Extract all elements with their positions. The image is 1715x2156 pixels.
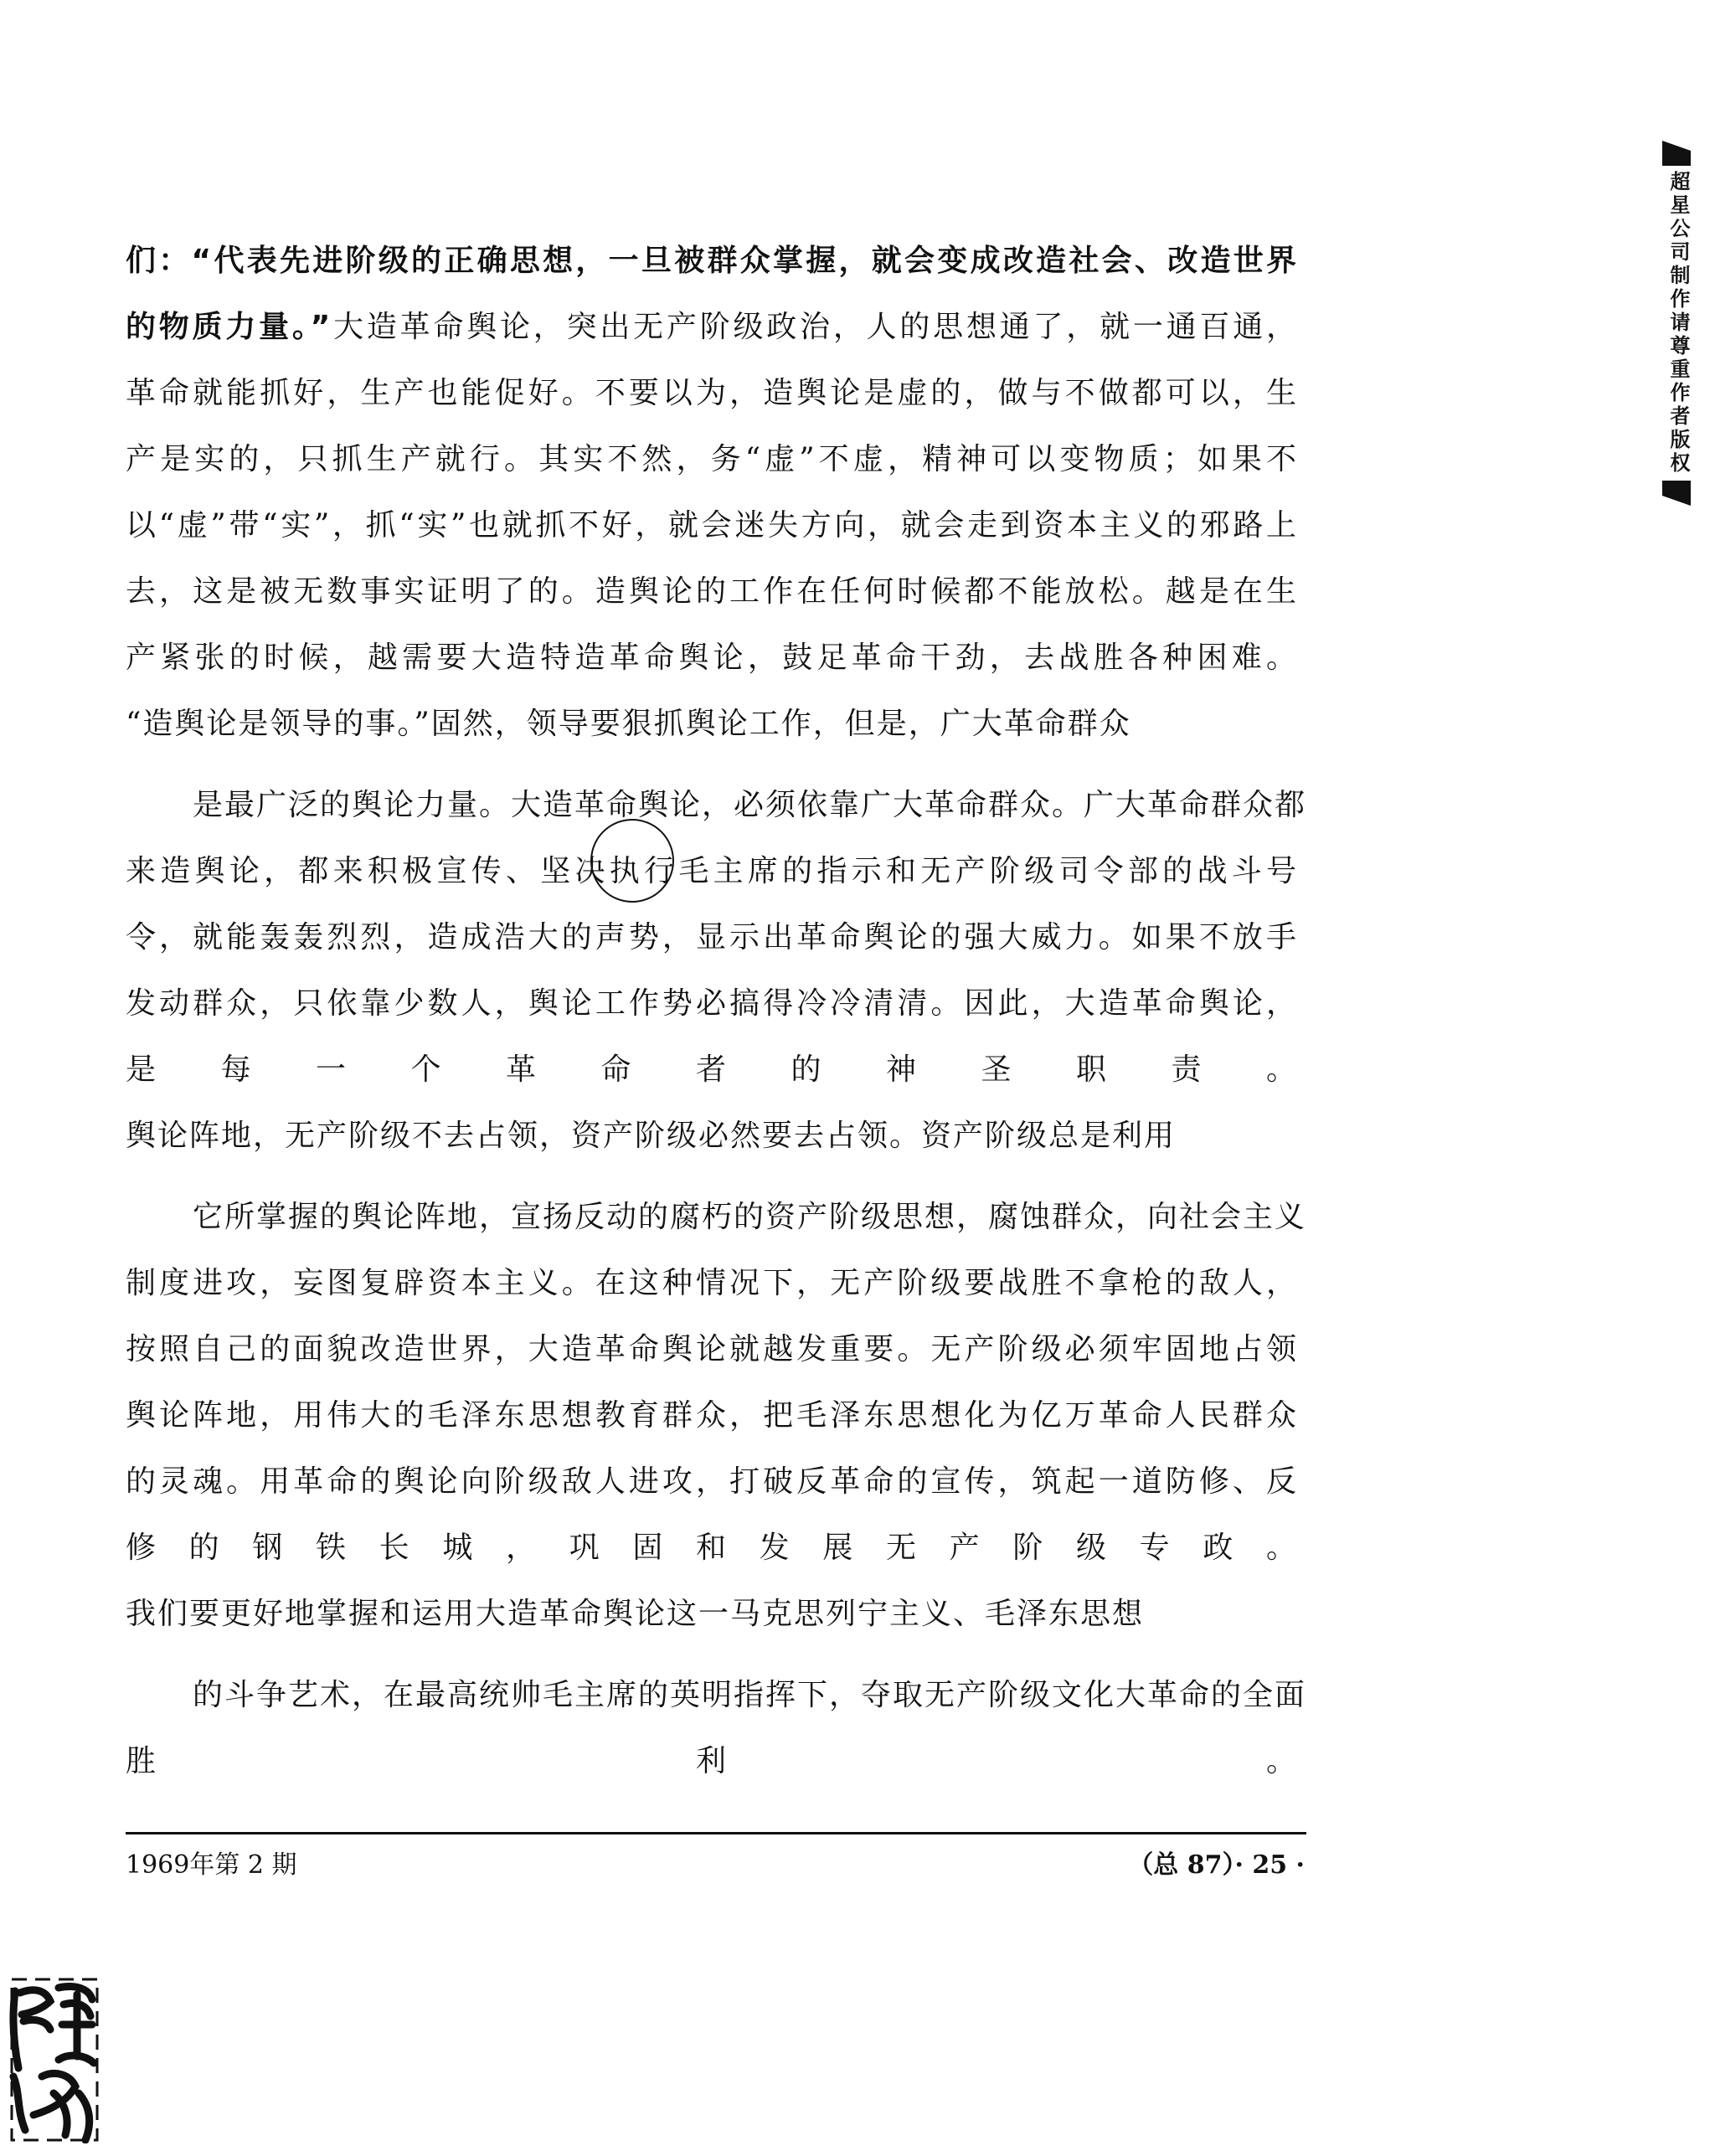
text-line: 革命就能抓好，生产也能促好。不要以为，造舆论是虚的，做与不做都可以，生 xyxy=(126,376,1298,410)
text-line: 令，就能轰轰烈烈，造成浩大的声势，显示出革命舆论的强大威力。如果不放手 xyxy=(126,920,1298,955)
text-line: 来造舆论，都来积极宣传、坚决执行毛主席的指示和无产阶级司令部的战斗号 xyxy=(126,854,1298,888)
page-number: （总 87）· 25 · xyxy=(1128,1850,1305,1880)
issue-label: 1969年第 2 期 xyxy=(126,1850,297,1880)
text-line: 以“虚”带“实”，抓“实”也就抓不好，就会迷失方向，就会走到资本主义的邪路上 xyxy=(126,508,1298,543)
text-line xyxy=(126,1794,1298,1860)
text-line: 产是实的，只抓生产就行。其实不然，务“虚”不虚，精神可以变物质；如果不 xyxy=(126,442,1298,476)
text-line: 修的钢铁长城，巩固和发展无产阶级专政。 xyxy=(126,1531,1298,1565)
watermark-text: 超星公司制作请尊重作者版权 xyxy=(1666,171,1690,476)
article-body xyxy=(126,228,1307,1860)
text-line: 舆论阵地，无产阶级不去占领，资产阶级必然要去占领。资产阶级总是利用 xyxy=(126,1119,1177,1153)
text-line: 我们要更好地掌握和运用大造革命舆论这一马克思列宁主义、毛泽东思想 xyxy=(126,1597,1145,1631)
watermark-bar-bottom xyxy=(1662,481,1691,506)
text-line: 舆论阵地，用伟大的毛泽东思想教育群众，把毛泽东思想化为亿万革命人民群众 xyxy=(126,1398,1298,1433)
paragraph-start: 它所掌握的舆论阵地，宣扬反动的腐朽的资产阶级思想，腐蚀群众，向社会主义 xyxy=(193,1200,1307,1234)
footer-divider xyxy=(126,1832,1306,1834)
text-line: 的灵魂。用革命的舆论向阶级敌人进攻，打破反革命的宣传，筑起一道防修、反 xyxy=(126,1464,1298,1499)
text-line: 按照自己的面貌改造世界，大造革命舆论就越发重要。无产阶级必须牢固地占领 xyxy=(126,1332,1298,1366)
text-line: 们：“代表先进阶级的正确思想，一旦被群众掌握，就会变成改造社会、改造世界 xyxy=(126,244,1298,278)
text-line xyxy=(126,294,1298,360)
text-line: 是每一个革命者的神圣职责。 xyxy=(126,1052,1298,1087)
paragraph-start: 的斗争艺术，在最高统帅毛主席的英明指挥下，夺取无产阶级文化大革命的全面 xyxy=(193,1678,1307,1712)
copyright-watermark xyxy=(1662,141,1696,506)
handwritten-circle-annotation xyxy=(590,819,674,903)
quote-continuation: 大造革命舆论，突出无产阶级政治，人的思想通了，就一通百通， xyxy=(332,310,1298,344)
watermark-bar-top xyxy=(1662,141,1691,166)
text-line: “造舆论是领导的事。”固然，领导要狠抓舆论工作，但是，广大革命群众 xyxy=(126,707,1131,741)
quote-end: 的物质力量。” xyxy=(126,310,332,344)
text-line: 发动群众，只依靠少数人，舆论工作势必搞得冷冷清清。因此，大造革命舆论， xyxy=(126,986,1298,1021)
text-line: 胜利。 xyxy=(126,1744,1298,1778)
text-line: 制度进攻，妄图复辟资本主义。在这种情况下，无产阶级要战胜不拿枪的敌人， xyxy=(126,1266,1298,1300)
text-line: 去，这是被无数事实证明了的。造舆论的工作在任何时候都不能放松。越是在生 xyxy=(126,574,1298,609)
seal-stamp-icon xyxy=(8,1976,100,2143)
text-line: 产紧张的时候，越需要大造特造革命舆论，鼓足革命干劲，去战胜各种困难。 xyxy=(126,641,1298,675)
paragraph-start: 是最广泛的舆论力量。大造革命舆论，必须依靠广大革命群众。广大革命群众都 xyxy=(193,788,1307,822)
